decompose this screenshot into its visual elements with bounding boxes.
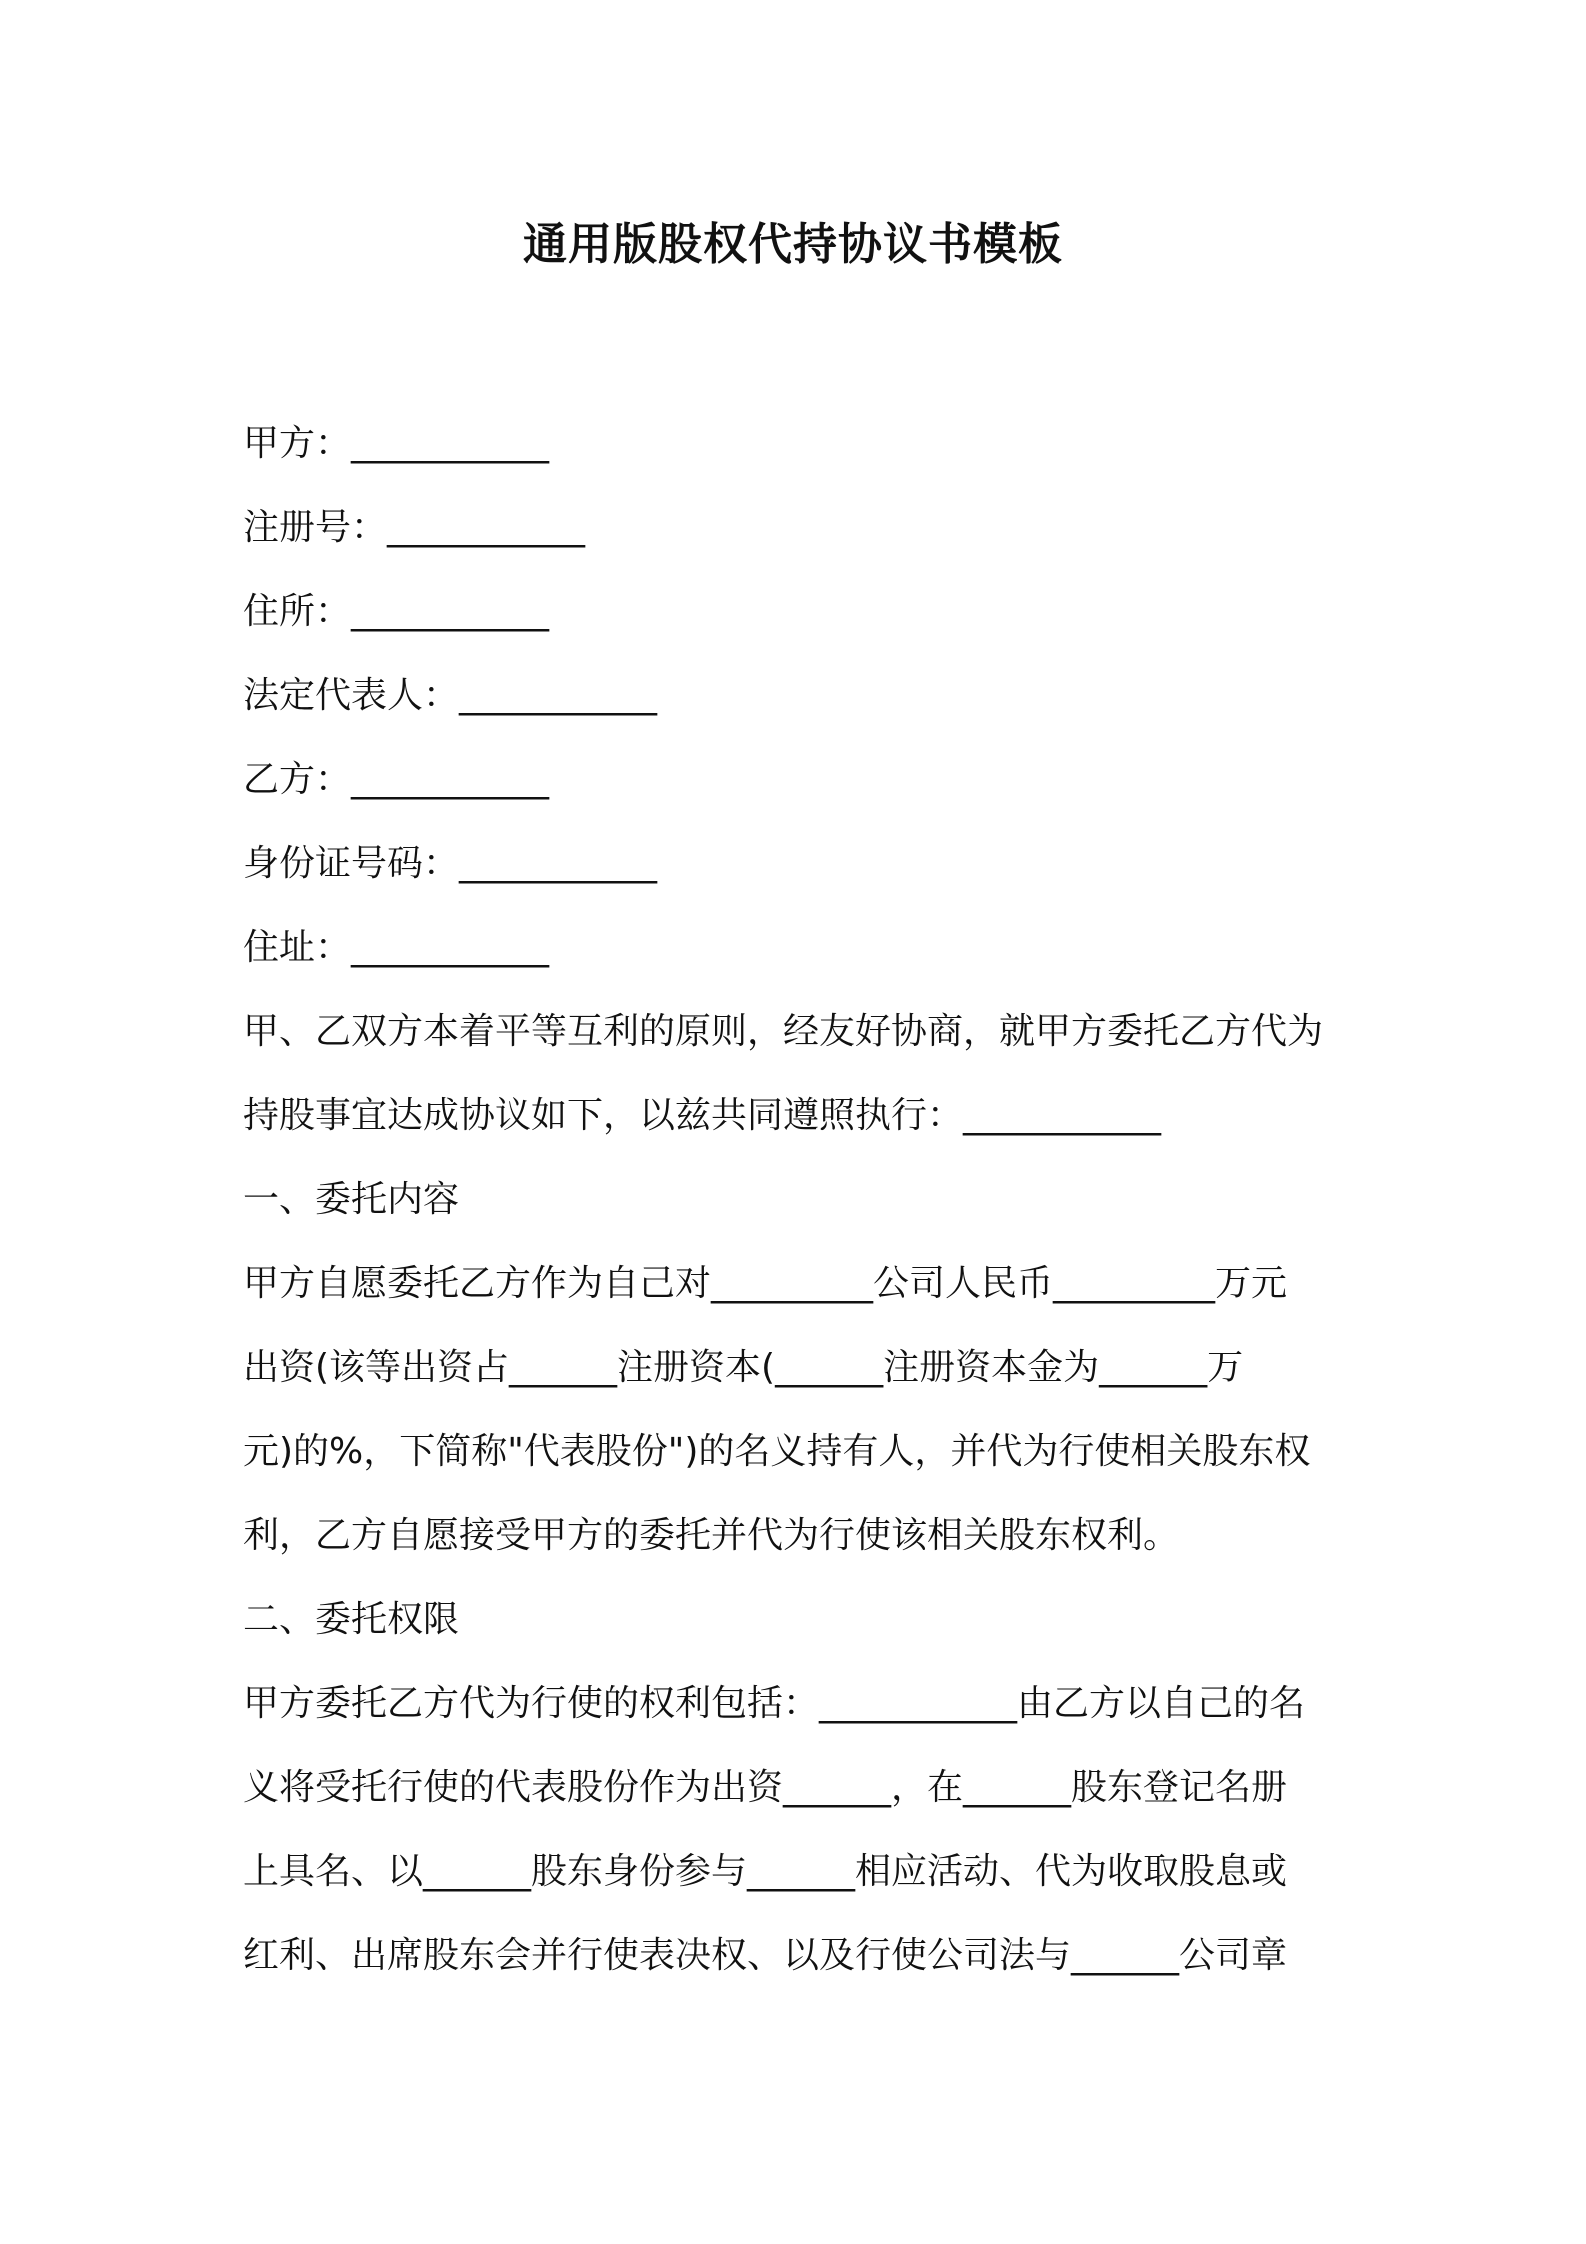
entrustment-authority-line-2: 义将受托行使的代表股份作为出资______，在______股东登记名册 [243, 1767, 1288, 1808]
party-b-line: 乙方：___________ [243, 759, 550, 800]
preamble-line-2: 持股事宜达成协议如下，以兹共同遵照执行：___________ [243, 1095, 1162, 1136]
party-a-line: 甲方：___________ [243, 423, 550, 464]
preamble-line-1: 甲、乙双方本着平等互利的原则，经友好协商，就甲方委托乙方代为 [243, 1011, 1324, 1052]
party-b-address-line: 住址：___________ [243, 927, 550, 968]
entrustment-authority-line-4: 红利、出席股东会并行使表决权、以及行使公司法与______公司章 [243, 1935, 1288, 1976]
document-title: 通用版股权代持协议书模板 [523, 219, 1063, 270]
id-number-line: 身份证号码：___________ [243, 843, 658, 884]
entrustment-authority-line-3: 上具名、以______股东身份参与______相应活动、代为收取股息或 [243, 1851, 1288, 1892]
section-heading-entrustment-authority: 二、委托权限 [243, 1599, 460, 1640]
party-a-address-line: 住所：___________ [243, 591, 550, 632]
registration-number-line: 注册号：___________ [243, 507, 586, 548]
section-heading-entrustment-content: 一、委托内容 [243, 1179, 460, 1220]
document-body [243, 402, 1363, 1998]
entrustment-content-line-4: 利，乙方自愿接受甲方的委托并代为行使该相关股东权利。 [243, 1515, 1180, 1556]
legal-representative-line: 法定代表人：___________ [243, 675, 658, 716]
entrustment-content-line-2: 出资(该等出资占______注册资本(______注册资本金为______万 [243, 1347, 1244, 1388]
entrustment-content-line-3: 元)的%，下简称"代表股份")的名义持有人，并代为行使相关股东权 [243, 1431, 1311, 1472]
entrustment-authority-line-1: 甲方委托乙方代为行使的权利包括：___________由乙方以自己的名 [243, 1683, 1306, 1724]
entrustment-content-line-1: 甲方自愿委托乙方作为自己对_________公司人民币_________万元 [243, 1263, 1288, 1304]
